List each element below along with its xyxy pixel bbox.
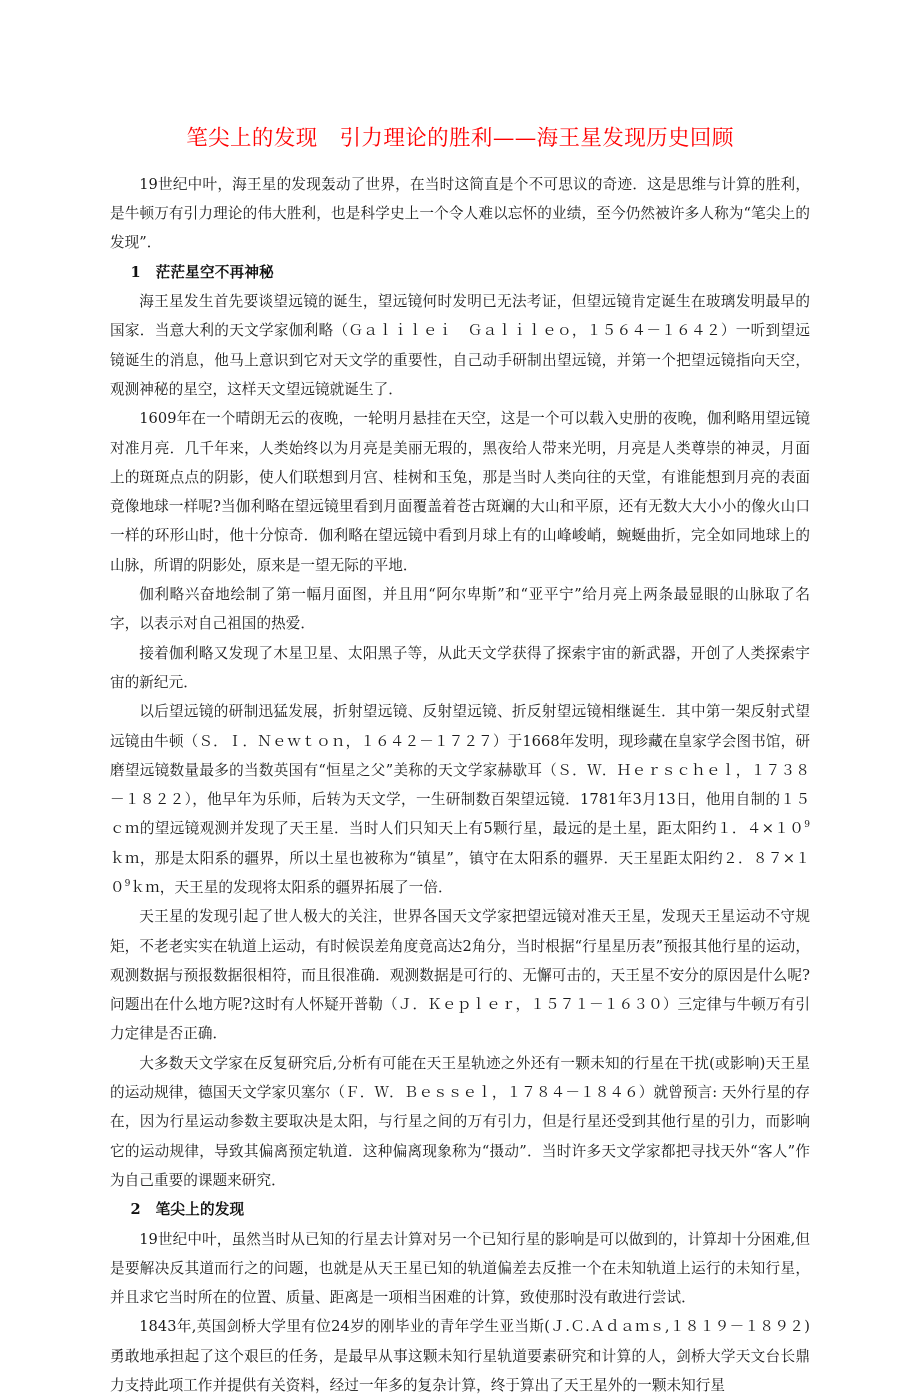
paragraph-s1-moon-observation: 1609年在一个晴朗无云的夜晚，一轮明月悬挂在天空，这是一个可以载入史册的夜晚，伽利略用望远镜对准月亮．几千年来，人类始终以为月亮是美丽无瑕的，黑夜给人带来光明，月亮是人类尊崇的神灵，月面上的斑斑点点的阴影，使人们联想到月宫、桂树和玉兔，那是当时人类向往的天堂，有谁能想到月亮的表面竟像地球一样呢?当伽利略在望远镜里看到月面覆盖着苍古斑斓的大山和平原，还有无数大大小小的像火山口一样的环形山时，他十分惊奇．伽利略在望远镜中看到月球上有的山峰峻峭，蜿蜒曲折，完全如同地球上的山脉，所谓的阴影处，原来是一望无际的平地． xyxy=(110,410,810,574)
document-content xyxy=(110,0,810,1400)
paragraph-s1-uranus-anomaly: 天王星的发现引起了世人极大的关注，世界各国天文学家把望远镜对准天王星，发现天王星运动不守规矩，不老老实实在轨道上运动，有时候误差角度竟高达2角分，当时根据“行星星历表”预报其他行星的运动，观测数据与预报数据很相符，而且很准确．观测数据是可行的、无懈可击的，天王星不安分的原因是什么呢?问题出在什么地方呢?这时有人怀疑开普勒（Ｊ．Ｋｅｐｌｅｒ，１５７１－１６３０）三定律与牛顿万有引力定律是否正确． xyxy=(110,908,810,1043)
section-heading-2: 2 笔尖上的发现 xyxy=(130,1201,245,1219)
paragraph-s1-bessel-prediction: 大多数天文学家在反复研究后,分析有可能在天王星轨迹之外还有一颗未知的行星在干扰(或影响)天王星的运动规律，德国天文学家贝塞尔（Ｆ．Ｗ．Ｂｅｓｓｅｌ，１７８４－１８４６）就曾预言: 天外行星的存在，因为行星运动参数主要取决是太阳，与行星之间的万有引力，但是行星还受到其他行星的引力，而影响它的运动规律，导致其偏离预定轨道．这种偏离现象称为“摄动”．当时许多天文学家都把寻找天外“客人”作为自己重要的课题来研究． xyxy=(110,1054,810,1189)
paragraph-intro: 19世纪中叶，海王星的发现轰动了世界，在当时这简直是个不可思议的奇迹．这是思维与计算的胜利，是牛顿万有引力理论的伟大胜利，也是科学史上一个令人难以忘怀的业绩，至今仍然被许多人称为“笔尖上的发现”． xyxy=(110,175,810,252)
paragraph-s1-newton-herschel xyxy=(110,697,810,902)
paragraph-s2-inverse-problem: 19世纪中叶，虽然当时从已知的行星去计算对另一个已知行星的影响是可以做到的，计算却十分困难,但是要解决反其道而行之的问题，也就是从天王星已知的轨道偏差去反推一个在未知轨道上运行的未知行星，并且求它当时所在的位置、质量、距离是一项相当困难的计算，致使那时没有敢进行尝试． xyxy=(110,1230,810,1307)
paragraph-s1-jupiter-moons: 接着伽利略又发现了木星卫星、太阳黑子等，从此天文学获得了探索宇宙的新武器，开创了人类探索宇宙的新纪元． xyxy=(110,644,810,691)
paragraph-s1-newton-herschel-part2: ｋｍ，那是太阳系的疆界，所以土星也被称为“镇星”，镇守在太阳系的疆界．天王星距太阳约２．８７×１０ xyxy=(110,849,810,896)
paragraph-s2-adams: 1843年,英国剑桥大学里有位24岁的刚毕业的青年学生亚当斯(Ｊ.Ｃ.Ａｄａｍｓ,１８１９－１８９２)勇敢地承担起了这个艰巨的任务，是最早从事这颗未知行星轨道要素研究和计算的人，剑桥大学天文台长鼎力支持此项工作并提供有关资料，经过一年多的复杂计算，终于算出了天王星外的一颗未知行星 xyxy=(110,1318,810,1395)
exponent-nine-uranus: 9 xyxy=(124,879,131,890)
exponent-nine-saturn: 9 xyxy=(804,820,810,831)
paragraph-s1-moon-map: 伽利略兴奋地绘制了第一幅月面图，并且用“阿尔卑斯”和“亚平宁”给月亮上两条最显眼的山脉取了名字，以表示对自己祖国的热爱． xyxy=(110,586,810,633)
section-heading-1: 1 茫茫星空不再神秘 xyxy=(130,263,274,281)
paragraph-s1-newton-herschel-part1: 以后望远镜的研制迅猛发展，折射望远镜、反射望远镜、折反射望远镜相继诞生．其中第一架反射式望远镜由牛顿（Ｓ．Ｉ．Ｎｅｗｔｏｎ，１６４２－１７２７）于1668年发明，现珍藏在皇家学会图书馆，研磨望远镜数量最多的当数英国有“恒星之父”美称的天文学家赫歇耳（Ｓ．Ｗ．Ｈｅｒｓｃｈｅｌ，１７３８－１８２２），他早年为乐师，后转为天文学，一生研制数百架望远镜．1781年3月13日，他用自制的１５ｃｍ的望远镜观测并发现了天王星．当时人们只知天上有5颗行星，最远的是土星，距太阳约１．４×１０ xyxy=(110,703,810,838)
page-title: 笔尖上的发现 引力理论的胜利——海王星发现历史回顾 xyxy=(186,126,734,151)
paragraph-s1-newton-herschel-part3: ｋｍ，天王星的发现将太阳系的疆界拓展了一倍． xyxy=(130,879,453,896)
paragraph-s1-telescope-birth: 海王星发生首先要谈望远镜的诞生，望远镜何时发明已无法考证，但望远镜肯定诞生在玻璃发明最早的国家．当意大利的天文学家伽利略（Ｇａｌｉｌｅｉ Ｇａｌｉｌｅｏ，１５６４－１６４２）一听到望远镜诞生的消息，他马上意识到它对天文学的重要性，自己动手研制出望远镜，并第一个把望远镜指向天空，观测神秘的星空，这样天文望远镜就诞生了． xyxy=(110,293,810,398)
